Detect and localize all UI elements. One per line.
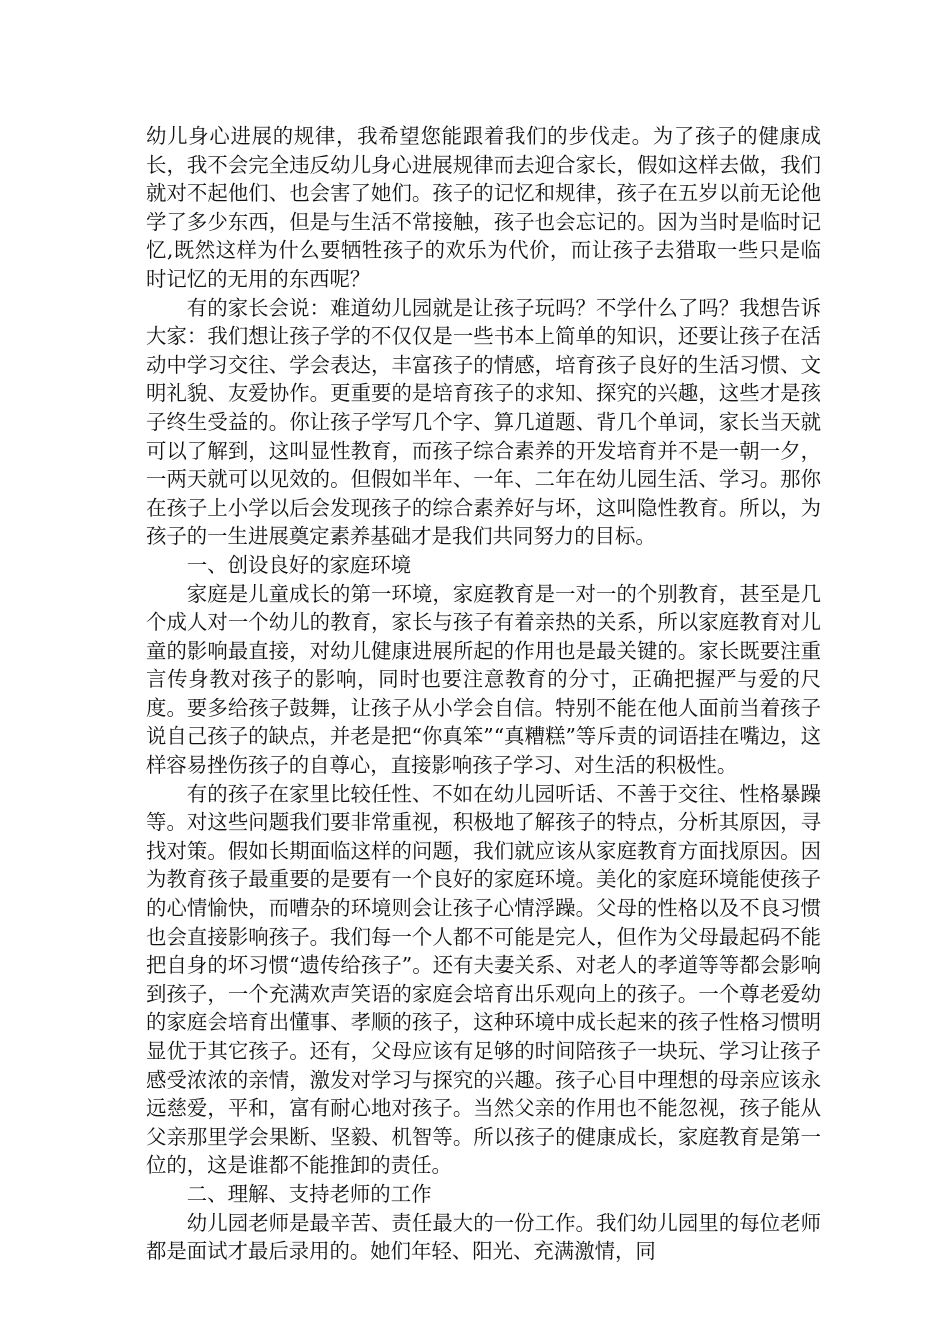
section-heading-1: 一、创设良好的家庭环境 bbox=[186, 552, 412, 577]
document-body bbox=[146, 122, 821, 1266]
paragraph: 幼儿园老师是最辛苦、责任最大的一份工作。我们幼儿园里的每位老师都是面试才最后录用的。她们年轻、阳光、充满激情，同 bbox=[146, 1210, 821, 1264]
paragraph: 有的家长会说：难道幼儿园就是让孩子玩吗？不学什么了吗？我想告诉大家：我们想让孩子学的不仅仅是一些书本上简单的知识，还要让孩子在活动中学习交往、学会表达，丰富孩子的情感，培育孩子良好的生活习惯、文明礼貌、友爱协作。更重要的是培育孩子的求知、探究的兴趣，这些才是孩子终生受益的。你让孩子学写几个字、算几道题、背几个单词，家长当天就可以了解到，这叫显性教育，而孩子综合素养的开发培育并不是一朝一夕，一两天就可以见效的。但假如半年、一年、二年在幼儿园生活、学习。那你在孩子上小学以后会发现孩子的综合素养好与坏，这叫隐性教育。所以，为孩子的一生进展奠定素养基础才是我们共同努力的目标。 bbox=[146, 295, 821, 549]
paragraph: 家庭是儿童成长的第一环境，家庭教育是一对一的个别教育，甚至是几个成人对一个幼儿的教育，家长与孩子有着亲热的关系，所以家庭教育对儿童的影响最直接，对幼儿健康进展所起的作用也是最关键的。家长既要注重言传身教对孩子的影响，同时也要注意教育的分寸，正确把握严与爱的尺度。要多给孩子鼓舞，让孩子从小学会自信。特别不能在他人面前当着孩子说自己孩子的缺点，并老是把“你真笨”“真糟糕”等斥责的词语挂在嘴边，这样容易挫伤孩子的自尊心，直接影响孩子学习、对生活的积极性。 bbox=[146, 581, 821, 778]
paragraph: 有的孩子在家里比较任性、不如在幼儿园听话、不善于交往、性格暴躁等。对这些问题我们要非常重视，积极地了解孩子的特点，分析其原因，寻找对策。假如长期面临这样的问题，我们就应该从家庭教育方面找原因。因为教育孩子最重要的是要有一个良好的家庭环境。美化的家庭环境能使孩子的心情愉快，而嘈杂的环境则会让孩子心情浮躁。父母的性格以及不良习惯也会直接影响孩子。我们每一个人都不可能是完人，但作为父母最起码不能把自身的坏习惯“遗传给孩子”。还有夫妻关系、对老人的孝道等等都会影响到孩子，一个充满欢声笑语的家庭会培育出乐观向上的孩子。一个尊老爱幼的家庭会培育出懂事、孝顺的孩子，这种环境中成长起来的孩子性格习惯明显优于其它孩子。还有，父母应该有足够的时间陪孩子一块玩、学习让孩子感受浓浓的亲情，激发对学习与探究的兴趣。孩子心目中理想的母亲应该永远慈爱，平和，富有耐心地对孩子。当然父亲的作用也不能忽视，孩子能从父亲那里学会果断、坚毅、机智等。所以孩子的健康成长，家庭教育是第一位的，这是谁都不能推卸的责任。 bbox=[146, 781, 821, 1178]
section-heading-2: 二、理解、支持老师的工作 bbox=[186, 1181, 432, 1206]
paragraph-continued: 幼儿身心进展的规律，我希望您能跟着我们的步伐走。为了孩子的健康成长，我不会完全违反幼儿身心进展规律而去迎合家长，假如这样去做，我们就对不起他们、也会害了她们。孩子的记忆和规律，孩子在五岁以前无论他学了多少东西，但是与生活不常接触，孩子也会忘记的。因为当时是临时记忆,既然这样为什么要牺牲孩子的欢乐为代价，而让孩子去猎取一些只是临时记忆的无用的东西呢？ bbox=[146, 124, 821, 291]
